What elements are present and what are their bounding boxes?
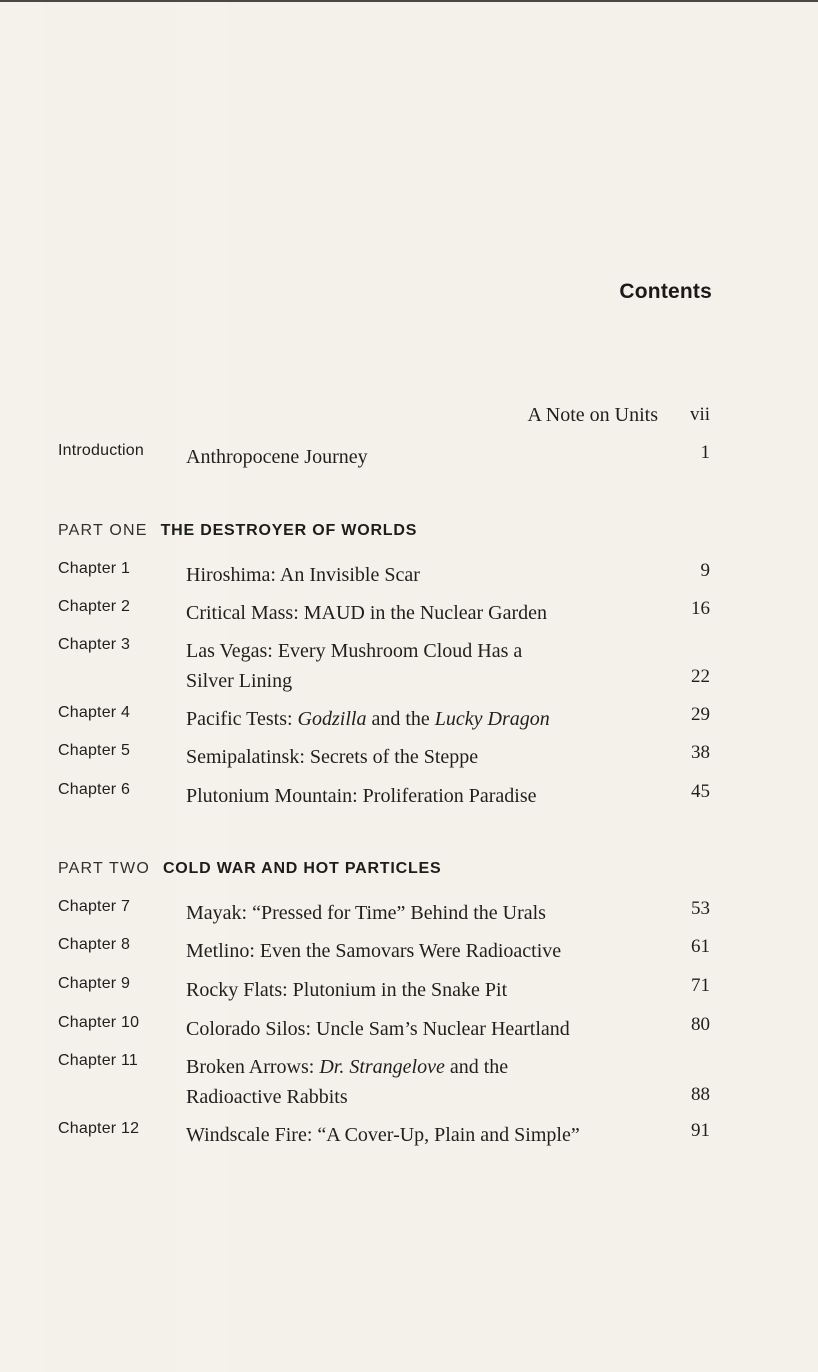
chapter-label: Chapter 6 bbox=[58, 781, 131, 798]
introduction-entry[interactable] bbox=[0, 442, 818, 482]
chapter-page-number: 45 bbox=[691, 781, 710, 802]
chapter-title: Rocky Flats: Plutonium in the Snake Pit bbox=[186, 979, 508, 1001]
chapter-page-number: 53 bbox=[691, 898, 710, 919]
chapter-title-prefix: Broken Arrows: bbox=[186, 1056, 320, 1078]
chapter-entry[interactable] bbox=[0, 1052, 818, 1128]
chapter-page-number: 71 bbox=[691, 975, 710, 996]
part-one-label: PART ONE bbox=[58, 522, 148, 539]
chapter-title: Windscale Fire: “A Cover-Up, Plain and Simple” bbox=[186, 1124, 580, 1146]
chapter-page-number: 91 bbox=[691, 1120, 710, 1141]
chapter-title: Hiroshima: An Invisible Scar bbox=[186, 564, 420, 586]
part-two-label: PART TWO bbox=[58, 860, 150, 877]
chapter-label: Chapter 10 bbox=[58, 1014, 140, 1031]
note-page-number: vii bbox=[689, 404, 710, 425]
chapter-label: Chapter 11 bbox=[58, 1052, 138, 1069]
chapter-title-prefix: Pacific Tests: bbox=[186, 708, 298, 730]
chapter-label: Chapter 5 bbox=[58, 742, 131, 759]
chapter-page-number: 29 bbox=[691, 704, 710, 725]
chapter-title bbox=[186, 1052, 508, 1112]
chapter-label: Chapter 9 bbox=[58, 975, 131, 992]
chapter-title-suffix: and the bbox=[444, 1056, 509, 1078]
chapter-label: Chapter 8 bbox=[58, 936, 131, 953]
chapter-page-number: 88 bbox=[691, 1084, 710, 1105]
chapter-page-number: 38 bbox=[691, 742, 710, 763]
chapter-title-line-1: Las Vegas: Every Mushroom Cloud Has a bbox=[186, 640, 523, 662]
top-edge-line bbox=[0, 0, 818, 2]
part-one-title: THE DESTROYER OF WORLDS bbox=[160, 522, 418, 539]
chapter-page-number: 16 bbox=[691, 598, 710, 619]
chapter-label: Chapter 7 bbox=[58, 898, 131, 915]
part-two-heading bbox=[58, 860, 442, 884]
introduction-title: Anthropocene Journey bbox=[186, 446, 368, 468]
chapter-title-line-2: Radioactive Rabbits bbox=[186, 1086, 348, 1108]
chapter-entry[interactable] bbox=[0, 936, 818, 976]
chapter-title-italic-2: Lucky Dragon bbox=[434, 708, 550, 730]
chapter-title: Mayak: “Pressed for Time” Behind the Urals bbox=[186, 902, 546, 924]
chapter-title: Colorado Silos: Uncle Sam’s Nuclear Heartland bbox=[186, 1018, 570, 1040]
chapter-page-number: 80 bbox=[691, 1014, 710, 1035]
note-title: A Note on Units bbox=[527, 404, 658, 426]
chapter-label: Chapter 3 bbox=[58, 636, 131, 653]
chapter-entry[interactable] bbox=[0, 898, 818, 938]
chapter-entry[interactable] bbox=[0, 975, 818, 1015]
part-one-heading bbox=[58, 522, 417, 546]
contents-title: Contents bbox=[619, 280, 712, 303]
chapter-page-number: 22 bbox=[691, 666, 710, 687]
chapter-entry[interactable] bbox=[0, 1120, 818, 1160]
chapter-title-middle: and the bbox=[366, 708, 435, 730]
chapter-page-number: 61 bbox=[691, 936, 710, 957]
chapter-entry[interactable] bbox=[0, 1014, 818, 1054]
chapter-title-italic: Dr. Strangelove bbox=[319, 1056, 445, 1078]
chapter-label: Chapter 1 bbox=[58, 560, 131, 577]
chapter-title-italic-1: Godzilla bbox=[297, 708, 367, 730]
chapter-label: Chapter 12 bbox=[58, 1120, 140, 1137]
chapter-label: Chapter 4 bbox=[58, 704, 131, 721]
chapter-title: Metlino: Even the Samovars Were Radioactive bbox=[186, 940, 562, 962]
part-two-title: COLD WAR AND HOT PARTICLES bbox=[162, 860, 442, 877]
note-on-units-entry[interactable] bbox=[430, 404, 710, 434]
chapter-entry[interactable] bbox=[0, 598, 818, 638]
chapter-title-line-2: Silver Lining bbox=[186, 670, 293, 692]
chapter-entry[interactable] bbox=[0, 636, 818, 712]
chapter-title-line-1 bbox=[186, 1052, 508, 1082]
introduction-label: Introduction bbox=[58, 442, 145, 459]
chapter-title: Critical Mass: MAUD in the Nuclear Garden bbox=[186, 602, 548, 624]
chapter-title bbox=[186, 704, 550, 734]
chapter-entry[interactable] bbox=[0, 704, 818, 744]
chapter-label: Chapter 2 bbox=[58, 598, 131, 615]
chapter-entry[interactable] bbox=[0, 781, 818, 821]
show-through-background bbox=[0, 270, 818, 1372]
chapter-title: Semipalatinsk: Secrets of the Steppe bbox=[186, 746, 479, 768]
chapter-entry[interactable] bbox=[0, 742, 818, 782]
chapter-page-number: 9 bbox=[700, 560, 710, 581]
chapter-title bbox=[186, 636, 522, 696]
chapter-entry[interactable] bbox=[0, 560, 818, 600]
chapter-title: Plutonium Mountain: Proliferation Paradise bbox=[186, 785, 537, 807]
introduction-page-number: 1 bbox=[700, 442, 710, 463]
